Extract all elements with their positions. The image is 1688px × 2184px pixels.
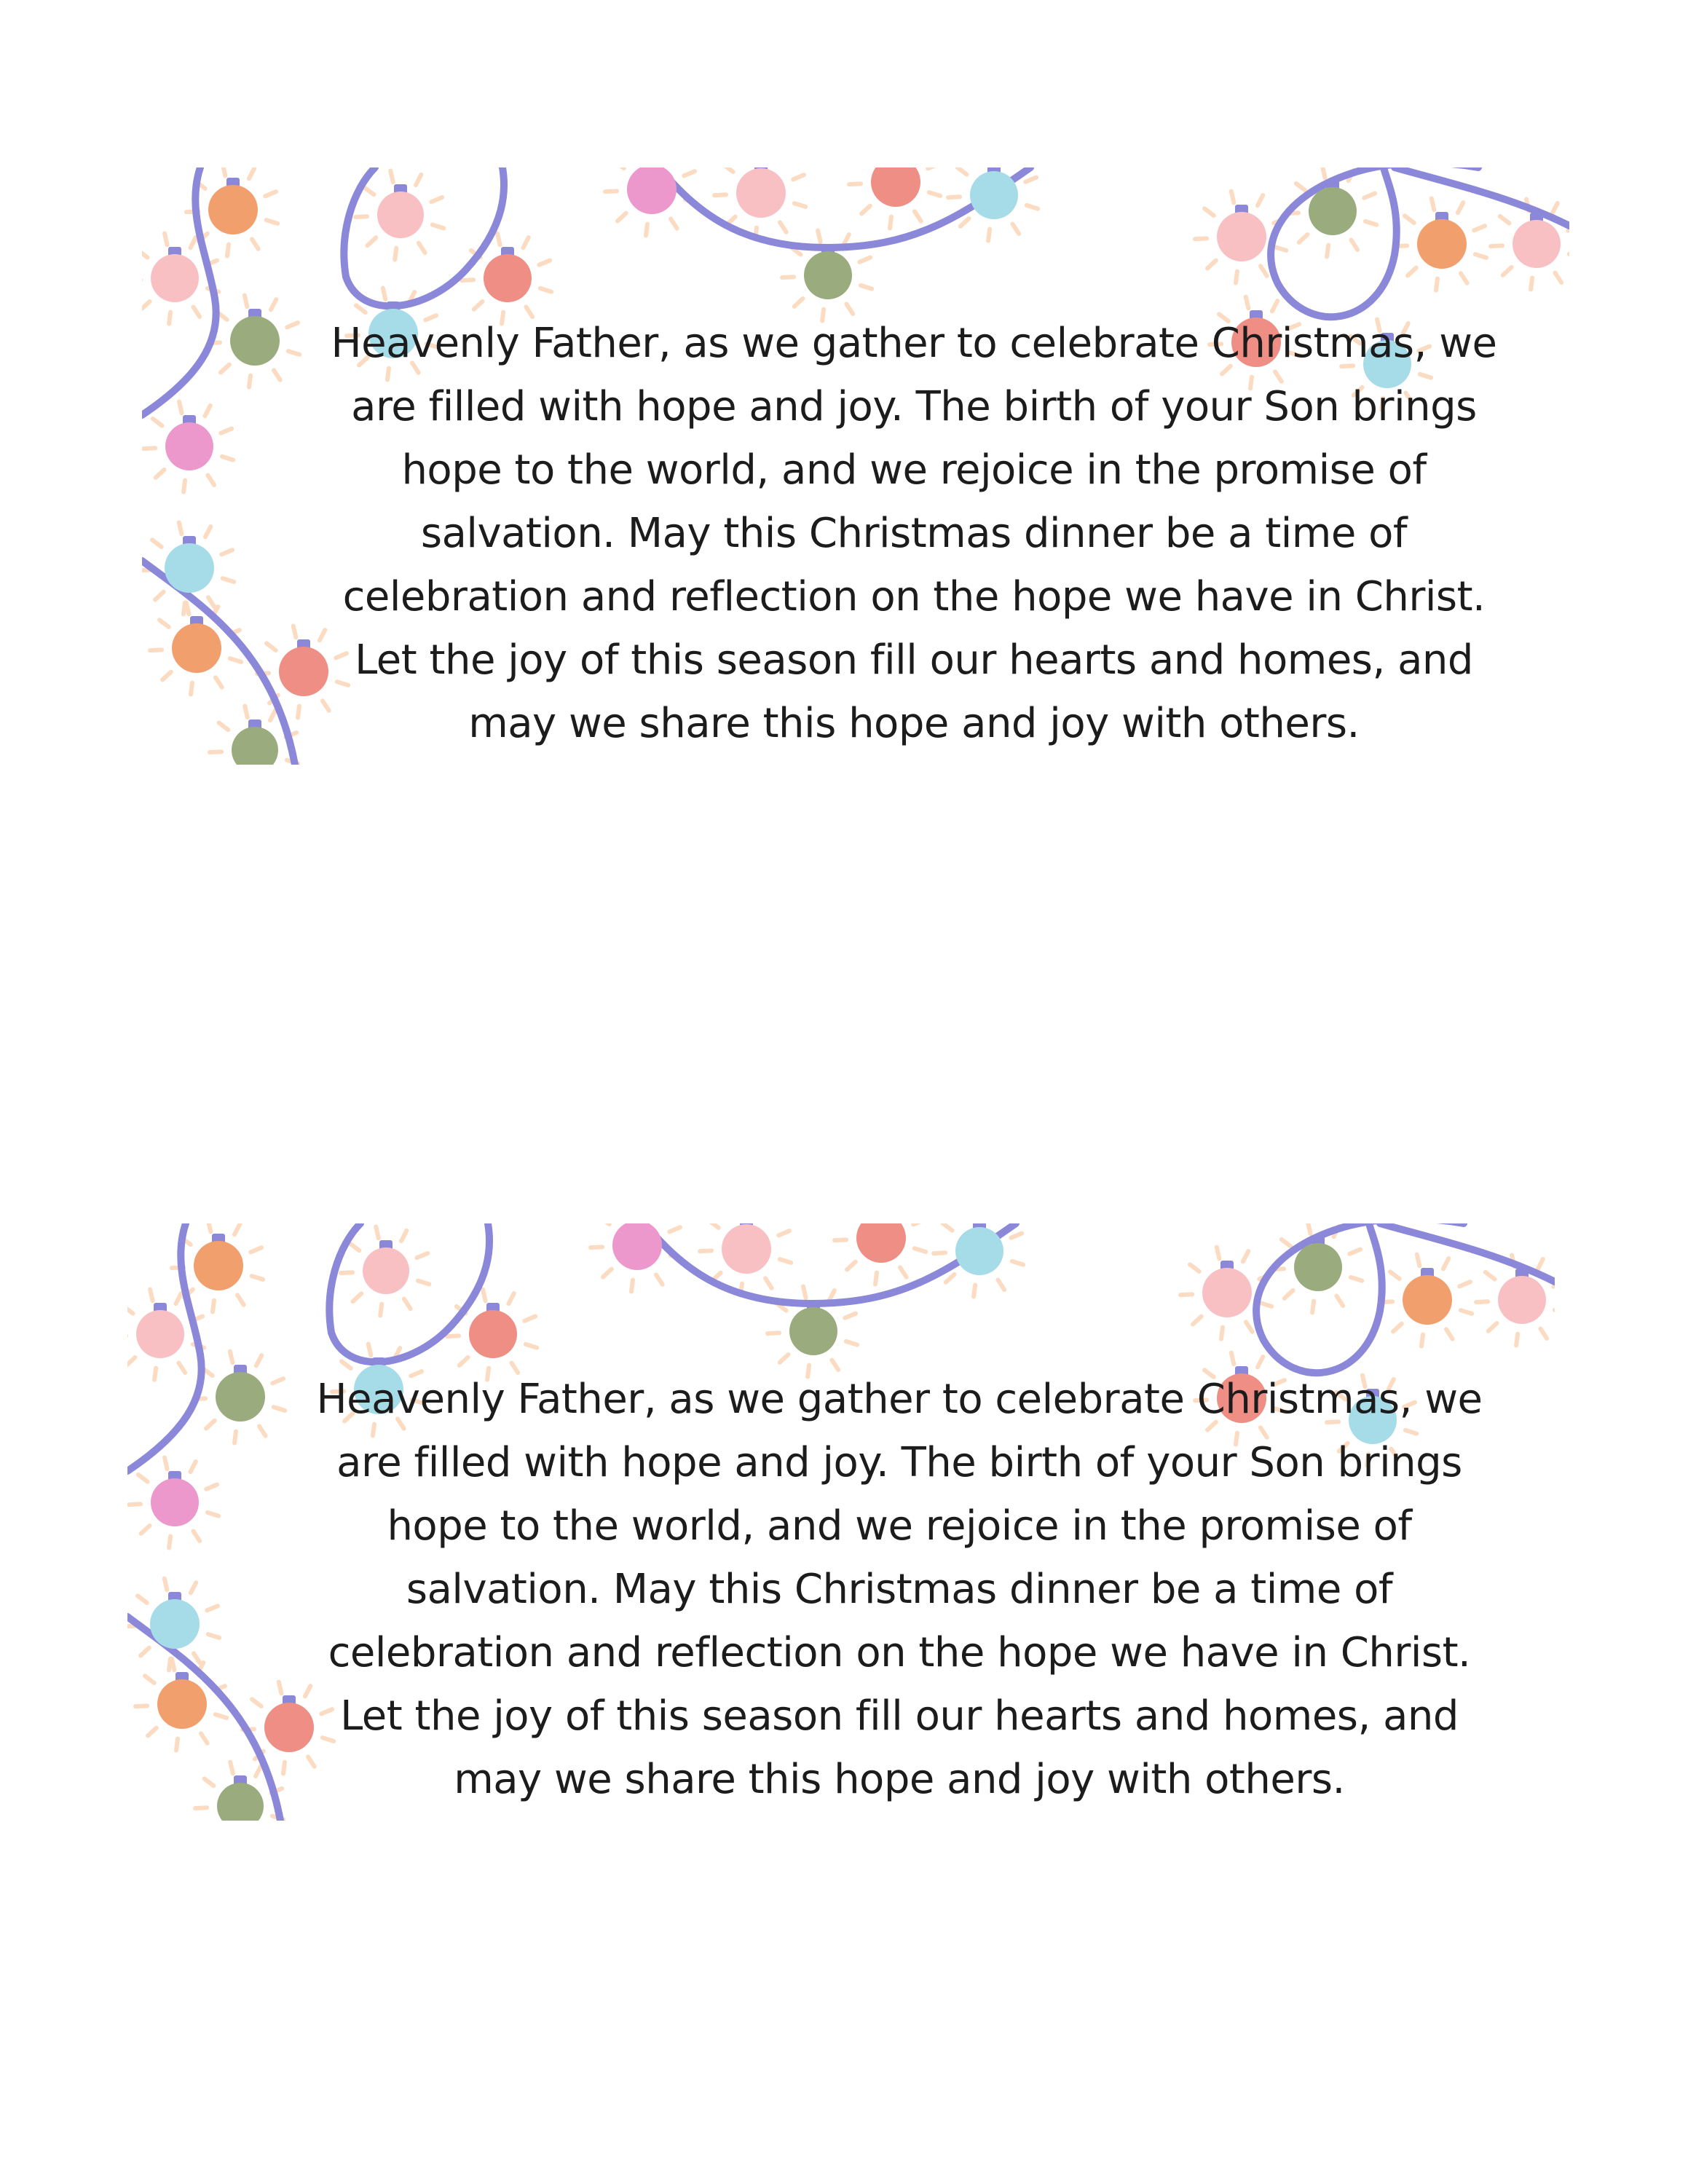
light-glow-ray	[890, 217, 891, 229]
light-glow-ray	[847, 1262, 856, 1270]
light-glow-ray	[150, 1290, 153, 1301]
light-glow-ray	[1417, 1255, 1420, 1266]
light-glow-ray	[988, 229, 990, 241]
light-glow-ray	[605, 191, 617, 192]
light-glow-ray	[159, 620, 169, 627]
prayer-line: salvation. May this Christmas dinner be a time of	[406, 1566, 1393, 1613]
light-glow-ray	[207, 1606, 218, 1610]
light-glow-ray	[656, 1274, 663, 1284]
light-glow-ray	[1246, 1322, 1253, 1331]
light-glow-ray	[165, 1579, 167, 1590]
light-bulb	[612, 1223, 662, 1270]
light-glow-ray	[350, 1244, 360, 1251]
light-bulb	[1513, 220, 1561, 268]
light-glow-ray	[1555, 273, 1561, 283]
light-glow-ray	[1190, 1264, 1199, 1272]
light-glow-ray	[780, 1355, 789, 1363]
light-glow-ray	[794, 299, 803, 307]
light-glow-ray	[1537, 1259, 1542, 1269]
light-glow-ray	[1500, 216, 1510, 224]
light-bulb	[377, 192, 424, 238]
light-glow-ray	[145, 1676, 154, 1683]
light-glow-ray	[1275, 247, 1286, 251]
light-glow-ray	[141, 1526, 150, 1534]
light-glow-ray	[148, 1728, 157, 1736]
light-glow-ray	[928, 167, 939, 168]
light-bulb	[363, 1247, 409, 1294]
light-glow-ray	[1011, 1234, 1022, 1238]
light-glow-ray	[178, 1363, 185, 1373]
light-glow-ray	[208, 476, 214, 485]
light-glow-ray	[1474, 226, 1485, 230]
light-glow-ray	[1458, 202, 1463, 213]
light-glow-ray	[223, 167, 226, 176]
light-bulb	[789, 1307, 837, 1355]
light-glow-ray	[1231, 192, 1234, 203]
light-glow-ray	[615, 167, 624, 168]
light-glow-ray	[1193, 1317, 1202, 1325]
light-glow-ray	[127, 1306, 133, 1314]
light-glow-ray	[138, 1475, 148, 1482]
light-glow-ray	[1552, 203, 1557, 213]
light-glow-ray	[714, 194, 726, 195]
light-glow-ray	[709, 1223, 719, 1228]
light-glow-ray	[216, 677, 222, 687]
light-glow-ray	[793, 175, 804, 179]
light-glow-ray	[172, 1659, 175, 1671]
light-glow-ray	[1432, 199, 1435, 210]
light-glow-ray	[900, 1267, 907, 1277]
light-glow-ray	[221, 365, 229, 373]
light-glow-ray	[383, 288, 386, 300]
light-glow-ray	[646, 224, 647, 236]
light-glow-ray	[846, 1341, 857, 1345]
prayer-line: are filled with hope and joy. The birth of your Son brings	[336, 1439, 1462, 1486]
light-glow-ray	[1475, 254, 1486, 258]
light-bulb	[1217, 212, 1266, 261]
light-glow-ray	[1491, 245, 1502, 246]
light-glow-ray	[1531, 278, 1532, 290]
light-glow-ray	[193, 1531, 200, 1541]
light-glow-ray	[190, 1462, 195, 1472]
light-glow-ray	[943, 1223, 953, 1231]
light-bulb	[871, 167, 920, 207]
light-glow-ray	[1393, 1324, 1402, 1332]
light-glow-ray	[245, 706, 248, 718]
light-glow-ray	[1349, 1250, 1360, 1254]
light-glow-ray	[539, 261, 550, 265]
light-bulb	[1309, 187, 1357, 235]
light-bulb	[722, 1224, 771, 1274]
light-glow-ray	[265, 192, 276, 196]
light-glow-ray	[974, 1285, 975, 1297]
prayer-card-2	[127, 1223, 1555, 1821]
light-glow-ray	[390, 171, 393, 183]
light-glow-ray	[875, 1273, 877, 1285]
light-glow-ray	[245, 296, 248, 307]
light-glow-ray	[526, 1344, 537, 1348]
light-glow-ray	[176, 1739, 178, 1751]
light-glow-ray	[208, 1513, 218, 1516]
light-glow-ray	[1236, 272, 1237, 283]
light-glow-ray	[1299, 234, 1308, 243]
light-glow-ray	[249, 376, 251, 387]
light-bulb	[955, 1227, 1003, 1275]
light-glow-ray	[961, 218, 969, 226]
light-glow-ray	[156, 470, 165, 478]
light-glow-ray	[497, 234, 500, 245]
light-glow-ray	[1243, 1251, 1248, 1261]
light-bulb	[157, 1679, 207, 1729]
light-bulb	[151, 1478, 199, 1526]
light-glow-ray	[1285, 1290, 1293, 1298]
prayer-card-1	[142, 167, 1569, 765]
prayer-line: hope to the world, and we rejoice in the promise of	[401, 446, 1427, 494]
light-glow-ray	[213, 1301, 214, 1312]
light-glow-ray	[416, 175, 421, 185]
light-glow-ray	[191, 1582, 196, 1593]
light-glow-ray	[929, 192, 940, 196]
light-glow-ray	[794, 203, 805, 207]
light-bulb	[469, 1310, 517, 1358]
light-glow-ray	[165, 1458, 167, 1470]
light-glow-ray	[142, 251, 148, 258]
light-glow-ray	[861, 285, 872, 289]
light-glow-ray	[190, 237, 195, 248]
light-glow-ray	[153, 419, 162, 426]
light-glow-ray	[915, 211, 921, 221]
light-glow-ray	[540, 288, 551, 292]
light-glow-ray	[1282, 1239, 1291, 1247]
light-glow-ray	[234, 1224, 240, 1234]
light-glow-ray	[1421, 1335, 1423, 1347]
light-glow-ray	[380, 1304, 382, 1316]
light-glow-ray	[474, 301, 483, 310]
light-glow-ray	[1488, 1323, 1497, 1331]
light-glow-ray	[671, 218, 677, 228]
prayer-text	[259, 1368, 1540, 1811]
light-glow-ray	[193, 307, 200, 317]
light-glow-ray	[418, 1281, 429, 1285]
light-glow-ray	[191, 683, 192, 695]
light-glow-ray	[1364, 194, 1375, 198]
light-glow-ray	[186, 603, 189, 615]
light-glow-ray	[765, 1278, 772, 1288]
light-glow-ray	[433, 225, 443, 229]
light-glow-ray	[208, 1223, 211, 1231]
light-glow-ray	[376, 1227, 379, 1239]
light-glow-ray	[778, 1231, 789, 1235]
light-glow-ray	[1027, 205, 1038, 209]
light-glow-ray	[1365, 221, 1376, 225]
light-glow-ray	[523, 237, 528, 248]
light-bulb	[1403, 1275, 1452, 1325]
light-glow-ray	[1258, 1357, 1263, 1367]
light-glow-ray	[206, 1421, 215, 1429]
light-glow-ray	[1408, 268, 1416, 276]
prayer-line: Heavenly Father, as we gather to celebrate Christmas, we	[331, 320, 1497, 367]
prayer-line: hope to the world, and we rejoice in the promise of	[387, 1502, 1412, 1550]
light-glow-ray	[1461, 1310, 1472, 1314]
light-glow-ray	[234, 1432, 236, 1443]
light-glow-ray	[1246, 297, 1249, 309]
light-glow-ray	[227, 245, 229, 256]
light-glow-ray	[256, 1355, 261, 1365]
light-glow-ray	[205, 1779, 214, 1786]
light-glow-ray	[221, 429, 232, 433]
light-glow-ray	[216, 1714, 226, 1718]
light-glow-ray	[724, 167, 733, 172]
light-glow-ray	[835, 1239, 846, 1240]
light-glow-ray	[271, 299, 276, 310]
light-glow-ray	[958, 167, 967, 175]
prayer-line: celebration and reflection on the hope we have in Christ.	[342, 573, 1486, 620]
light-bulb	[1498, 1276, 1546, 1324]
light-glow-ray	[1459, 1282, 1470, 1286]
light-glow-ray	[1516, 1334, 1518, 1346]
light-bulb	[1417, 219, 1467, 269]
light-glow-ray	[1025, 178, 1036, 182]
light-glow-ray	[1180, 1294, 1192, 1295]
light-glow-ray	[1195, 238, 1207, 239]
light-bulb	[484, 254, 532, 302]
light-glow-ray	[138, 1596, 147, 1603]
light-glow-ray	[1503, 267, 1512, 275]
light-glow-ray	[222, 457, 233, 460]
light-glow-ray	[618, 213, 626, 221]
light-glow-ray	[162, 672, 171, 680]
light-glow-ray	[780, 222, 786, 232]
light-glow-ray	[417, 1253, 427, 1258]
light-glow-ray	[1446, 1329, 1453, 1339]
light-bulb	[1202, 1268, 1252, 1317]
prayer-line: celebration and reflection on the hope we have in Christ.	[328, 1629, 1471, 1676]
light-glow-ray	[230, 1352, 233, 1363]
light-glow-ray	[780, 1259, 791, 1263]
light-glow-ray	[230, 1762, 233, 1774]
light-glow-ray	[1351, 1277, 1362, 1281]
light-glow-ray	[845, 1314, 856, 1318]
light-bulb	[217, 1783, 264, 1821]
prayer-line: Let the joy of this season fill our hearts and homes, and	[355, 636, 1473, 684]
light-glow-ray	[859, 258, 870, 262]
light-glow-ray	[355, 216, 367, 217]
light-glow-ray	[1540, 1329, 1547, 1339]
light-glow-ray	[1258, 195, 1263, 205]
prayer-line: Heavenly Father, as we gather to celebrate Christmas, we	[316, 1376, 1483, 1423]
light-glow-ray	[252, 239, 259, 248]
light-bulb	[970, 171, 1018, 219]
light-glow-ray	[205, 527, 210, 537]
light-glow-ray	[404, 1299, 411, 1309]
light-glow-ray	[1336, 1296, 1343, 1306]
light-glow-ray	[508, 1293, 513, 1304]
light-glow-ray	[1436, 279, 1437, 291]
light-glow-ray	[700, 1250, 711, 1251]
light-glow-ray	[368, 237, 376, 245]
light-glow-ray	[1296, 184, 1306, 191]
light-glow-ray	[141, 1648, 149, 1656]
light-glow-ray	[1272, 301, 1277, 311]
light-glow-ray	[1322, 167, 1325, 178]
light-glow-ray	[208, 597, 215, 607]
light-glow-ray	[175, 1293, 181, 1304]
light-glow-ray	[803, 1287, 806, 1298]
light-glow-ray	[155, 592, 164, 600]
light-glow-ray	[1476, 1301, 1488, 1302]
light-glow-ray	[154, 1368, 156, 1380]
light-glow-ray	[1012, 1261, 1023, 1265]
light-glow-ray	[829, 1290, 834, 1301]
light-glow-ray	[1221, 1328, 1223, 1339]
light-glow-ray	[395, 248, 396, 260]
light-glow-ray	[194, 1653, 200, 1663]
light-glow-ray	[184, 481, 185, 492]
light-bulb	[856, 1223, 906, 1263]
light-glow-ray	[205, 406, 210, 416]
light-bulb	[736, 168, 786, 218]
light-bulb	[194, 1241, 243, 1290]
light-glow-ray	[169, 312, 170, 324]
light-glow-ray	[219, 723, 229, 730]
light-glow-ray	[631, 1280, 633, 1292]
light-glow-ray	[1390, 1272, 1400, 1279]
light-glow-ray	[1312, 1301, 1314, 1313]
light-bulb	[1294, 1243, 1342, 1291]
light-glow-ray	[483, 1290, 486, 1301]
light-glow-ray	[946, 1274, 955, 1282]
light-bulb	[172, 623, 221, 673]
prayer-text	[273, 312, 1555, 755]
light-glow-ray	[127, 1357, 135, 1365]
light-glow-ray	[600, 1223, 610, 1224]
light-glow-ray	[221, 550, 232, 554]
light-glow-ray	[252, 1276, 263, 1280]
light-glow-ray	[129, 1504, 141, 1505]
light-glow-ray	[915, 1248, 926, 1252]
light-glow-ray	[169, 1537, 170, 1548]
light-glow-ray	[1443, 1258, 1448, 1269]
light-glow-ray	[1405, 216, 1414, 223]
light-glow-ray	[143, 448, 155, 449]
light-glow-ray	[861, 206, 870, 214]
light-glow-ray	[1261, 1303, 1271, 1306]
light-bulb	[216, 1372, 265, 1422]
light-bulb	[208, 185, 258, 234]
prayer-line: may we share this hope and joy with others.	[468, 700, 1360, 747]
light-glow-ray	[1207, 261, 1216, 269]
light-glow-ray	[195, 1807, 207, 1808]
light-glow-ray	[1327, 245, 1328, 257]
prayer-line: Let the joy of this season fill our hearts and homes, and	[340, 1692, 1459, 1740]
light-glow-ray	[1461, 273, 1467, 283]
light-glow-ray	[179, 402, 182, 414]
light-glow-ray	[206, 1485, 217, 1489]
light-glow-ray	[460, 1357, 468, 1365]
light-glow-ray	[267, 220, 277, 224]
light-bulb	[230, 316, 280, 366]
light-glow-ray	[341, 1272, 352, 1273]
prayer-line: may we share this hope and joy with others.	[454, 1756, 1345, 1803]
light-glow-ray	[1204, 208, 1214, 216]
light-glow-ray	[201, 1733, 208, 1743]
light-bulb	[165, 422, 213, 470]
prayer-line: are filled with hope and joy. The birth of your Son brings	[351, 383, 1477, 430]
light-glow-ray	[1308, 1223, 1311, 1234]
light-bulb	[165, 543, 214, 593]
light-glow-ray	[365, 188, 374, 195]
light-glow-ray	[684, 171, 695, 176]
light-glow-ray	[1012, 224, 1019, 234]
light-bulb	[627, 167, 677, 214]
light-glow-ray	[230, 658, 241, 662]
light-glow-ray	[1231, 1353, 1234, 1365]
light-glow-ray	[249, 168, 254, 178]
light-glow-ray	[368, 1344, 371, 1356]
light-bulb	[150, 1599, 200, 1649]
light-glow-ray	[669, 1227, 680, 1231]
light-glow-ray	[998, 1280, 1004, 1290]
light-glow-ray	[353, 1293, 362, 1301]
light-glow-ray	[142, 301, 150, 310]
light-glow-ray	[419, 243, 425, 253]
light-glow-ray	[524, 1317, 535, 1321]
light-bulb	[804, 251, 852, 299]
light-glow-ray	[152, 540, 162, 547]
light-glow-ray	[1486, 1272, 1495, 1280]
light-glow-ray	[208, 1634, 219, 1638]
light-glow-ray	[237, 1295, 244, 1304]
light-glow-ray	[913, 1223, 924, 1224]
light-glow-ray	[843, 234, 848, 245]
light-glow-ray	[1217, 1247, 1220, 1259]
light-glow-ray	[251, 1247, 261, 1252]
light-glow-ray	[1351, 240, 1357, 250]
light-glow-ray	[165, 234, 167, 245]
light-glow-ray	[223, 578, 234, 582]
light-glow-ray	[179, 523, 182, 535]
light-bulb	[232, 727, 278, 765]
light-bulb	[151, 254, 199, 302]
light-glow-ray	[431, 197, 442, 202]
prayer-line: salvation. May this Christmas dinner be a time of	[420, 510, 1408, 557]
light-glow-ray	[1261, 266, 1267, 275]
light-glow-ray	[603, 1269, 612, 1277]
light-glow-ray	[401, 1231, 406, 1241]
light-bulb	[136, 1310, 184, 1358]
light-glow-ray	[818, 231, 821, 243]
